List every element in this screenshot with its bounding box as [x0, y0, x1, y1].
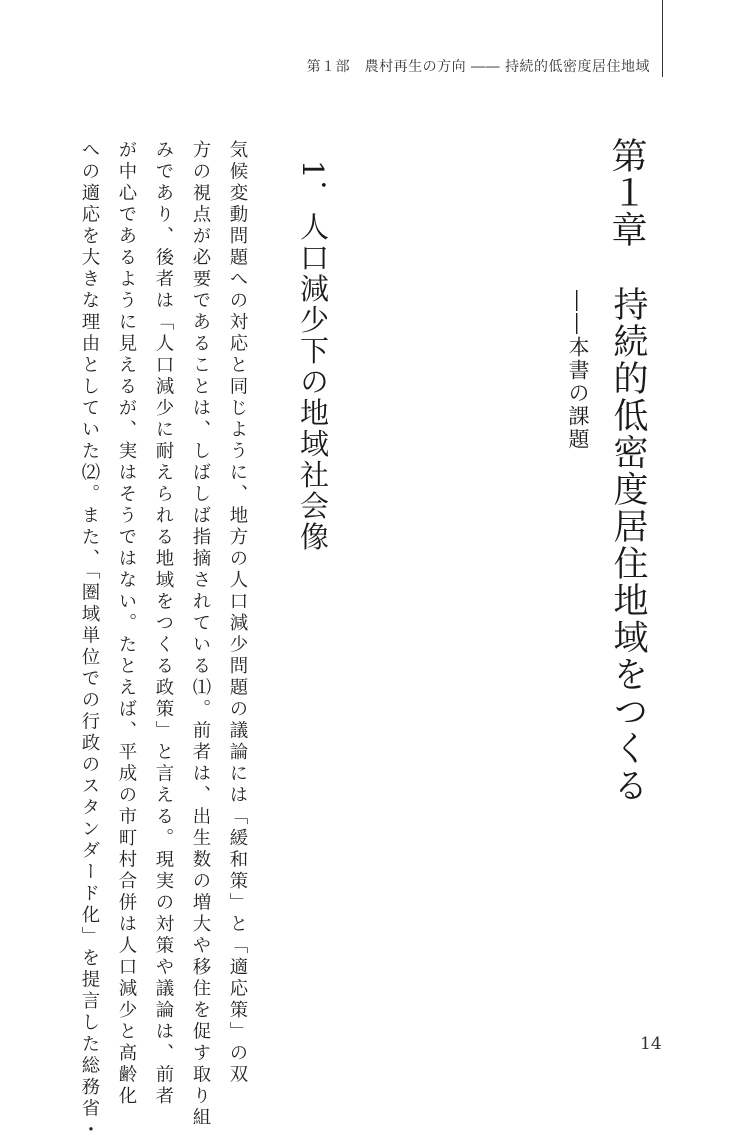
body-text: [71, 140, 256, 1141]
chapter-subtitle: ――本書の課題: [566, 290, 590, 451]
chapter-title: 持続的低密度居住地域をつくる: [608, 286, 648, 804]
header-rule: [662, 0, 663, 77]
body-line: が中心であるように見えるが、実はそうではない。たとえば、平成の市町村合併は人口減少と高齢化: [116, 140, 137, 1108]
section-heading: 1．人口減少下の地域社会像: [296, 160, 330, 553]
body-line: への適応を大きな理由としていた⑵。また、「圏域単位での行政のスタンダード化」を提言した総務省・: [79, 140, 100, 1141]
page-number: 14: [640, 1034, 662, 1054]
body-line: 気候変動問題への対応と同じように、地方の人口減少問題の議論には「緩和策」と「適応策」の双: [227, 140, 248, 1086]
chapter-number: 第１章: [606, 137, 647, 248]
body-line: 方の視点が必要であることは、しばしば指摘されている⑴。前者は、出生数の増大や移住を促す取り組: [190, 140, 211, 1129]
body-line: みであり、後者は「人口減少に耐えられる地域をつくる政策」と言える。現実の対策や議論は、前者: [153, 140, 174, 1108]
running-head: 第１部 農村再生の方向 ―― 持続的低密度居住地域: [306, 59, 650, 75]
